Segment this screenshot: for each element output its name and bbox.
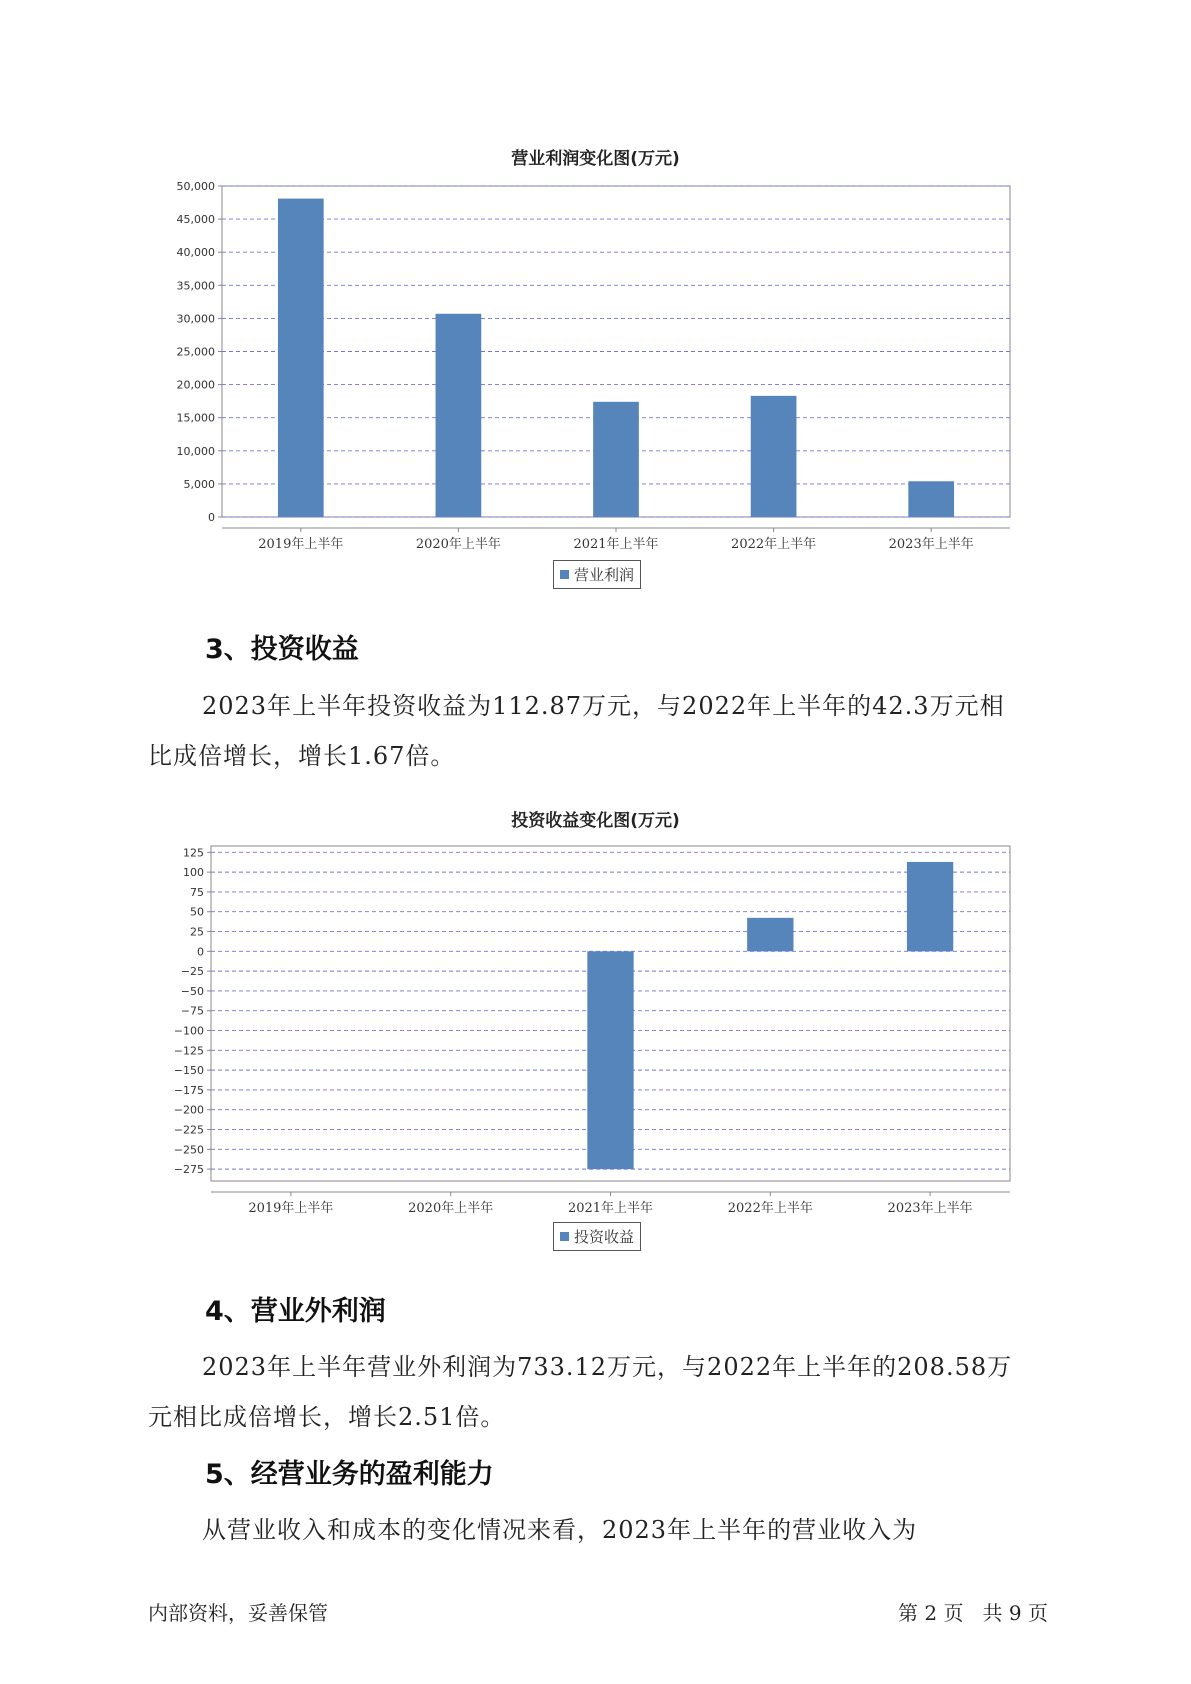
y-tick-label: 25,000 xyxy=(176,345,215,359)
x-tick-label: 2022年上半年 xyxy=(727,1201,813,1216)
x-tick-label: 2023年上半年 xyxy=(887,1201,973,1216)
bar xyxy=(908,481,954,517)
legend-swatch xyxy=(560,1232,569,1241)
y-tick-label: −250 xyxy=(173,1143,204,1157)
y-tick-label: 40,000 xyxy=(176,246,215,260)
x-tick-label: 2023年上半年 xyxy=(888,537,974,552)
y-tick-label: 50,000 xyxy=(176,180,215,193)
paragraph-line: 2023年上半年投资收益为112.87万元，与2022年上半年的42.3万元相 xyxy=(202,692,1005,720)
legend-label: 营业利润 xyxy=(574,566,635,584)
y-tick-label: −25 xyxy=(180,965,204,979)
x-tick-label: 2020年上半年 xyxy=(415,537,501,552)
x-tick-label: 2019年上半年 xyxy=(248,1201,334,1216)
y-tick-label: 100 xyxy=(183,866,204,880)
y-tick-label: 50 xyxy=(190,905,204,919)
paragraph-line: 从营业收入和成本的变化情况来看，2023年上半年的营业收入为 xyxy=(202,1516,918,1544)
y-tick-label: 25 xyxy=(190,925,204,939)
y-tick-label: 45,000 xyxy=(176,213,215,227)
y-tick-label: 15,000 xyxy=(176,411,215,425)
y-tick-label: −125 xyxy=(173,1044,204,1058)
section-3-paragraph xyxy=(148,681,1048,781)
chart-title: 营业利润变化图(万元) xyxy=(511,149,680,169)
x-tick-label: 2021年上半年 xyxy=(573,537,659,552)
y-tick-label: 35,000 xyxy=(176,279,215,293)
y-tick-label: 20,000 xyxy=(176,378,215,392)
bar xyxy=(587,951,633,1169)
bar xyxy=(436,314,482,517)
y-tick-label: −150 xyxy=(173,1064,204,1078)
paragraph-line: 2023年上半年营业外利润为733.12万元，与2022年上半年的208.58万 xyxy=(202,1353,1013,1381)
section-5-paragraph xyxy=(148,1505,1048,1555)
y-tick-label: 0 xyxy=(197,945,204,959)
y-tick-label: −275 xyxy=(173,1163,204,1177)
y-tick-label: −50 xyxy=(180,984,204,998)
bar xyxy=(907,862,953,951)
x-tick-label: 2022年上半年 xyxy=(731,537,817,552)
legend-swatch xyxy=(560,570,569,579)
chart-legend xyxy=(553,1222,641,1251)
y-tick-label: 75 xyxy=(190,885,204,899)
y-tick-label: 0 xyxy=(208,511,215,524)
y-tick-label: −100 xyxy=(173,1024,204,1038)
y-tick-label: −175 xyxy=(173,1083,204,1097)
section-3-heading: 3、投资收益 xyxy=(205,634,359,665)
y-tick-label: 5,000 xyxy=(183,477,215,491)
y-tick-label: 10,000 xyxy=(176,444,215,458)
chart-title: 投资收益变化图(万元) xyxy=(511,811,680,831)
y-tick-label: −225 xyxy=(173,1123,204,1137)
bar xyxy=(593,402,639,517)
y-tick-label: 30,000 xyxy=(176,312,215,326)
y-tick-label: −200 xyxy=(173,1103,204,1117)
x-tick-label: 2021年上半年 xyxy=(567,1201,654,1216)
paragraph-line: 比成倍增长，增长1.67倍。 xyxy=(148,742,456,770)
operating-profit-chart-svg xyxy=(0,140,1191,552)
investment-income-chart-svg xyxy=(0,802,1191,1216)
operating-profit-chart xyxy=(0,140,1191,600)
bar xyxy=(747,918,793,951)
bar xyxy=(278,199,324,517)
section-5-heading: 5、经营业务的盈利能力 xyxy=(205,1459,494,1490)
x-tick-label: 2020年上半年 xyxy=(408,1201,494,1216)
x-tick-label: 2019年上半年 xyxy=(258,537,344,552)
y-tick-label: 125 xyxy=(183,846,204,860)
chart-legend xyxy=(553,560,641,589)
legend-label: 投资收益 xyxy=(574,1228,635,1246)
investment-income-chart xyxy=(0,802,1191,1262)
bar xyxy=(751,396,797,517)
section-4-paragraph xyxy=(148,1342,1048,1442)
y-tick-label: −75 xyxy=(180,1004,204,1018)
footer-page-number: 第 2 页 共 9 页 xyxy=(898,1601,1048,1625)
footer-left: 内部资料，妥善保管 xyxy=(148,1601,328,1625)
paragraph-line: 元相比成倍增长，增长2.51倍。 xyxy=(148,1403,506,1431)
section-4-heading: 4、营业外利润 xyxy=(205,1296,386,1327)
